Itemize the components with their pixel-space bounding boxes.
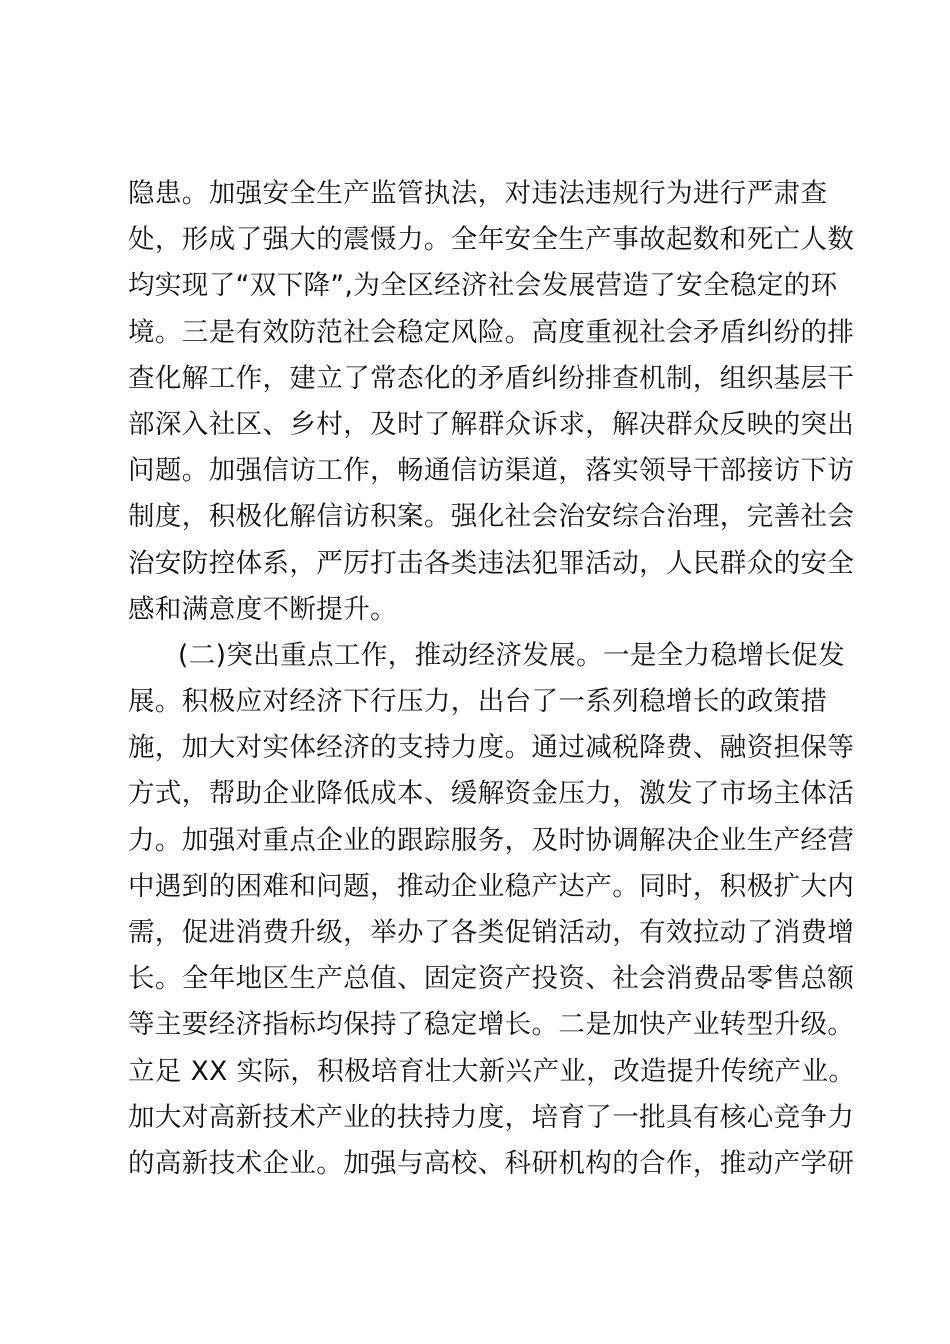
text-line: 隐患。加强安全生产监管执法，对违法违规行为进行严肃查 (128, 178, 828, 209)
text-line: 处，形成了强大的震慑力。全年安全生产事故起数和死亡人数 (128, 224, 855, 256)
text-line: 查化解工作，建立了常态化的矛盾纠纷排查机制，组织基层干 (128, 362, 855, 394)
text-line: 治安防控体系，严厉打击各类违法犯罪活动，人民群众的安全 (128, 547, 855, 579)
text-line: 部深入社区、乡村，及时了解群众诉求，解决群众反映的突出 (128, 408, 855, 440)
text-line: 感和满意度不断提升。 (128, 593, 397, 625)
text-line: 问题。加强信访工作，畅通信访渠道，落实领导干部接访下访 (128, 455, 855, 487)
text-line: 展。积极应对经济下行压力，出台了一系列稳增长的政策措 (128, 686, 828, 718)
text-line: 力。加强对重点企业的跟踪服务，及时协调解决企业生产经营 (128, 824, 855, 856)
text-line: 的高新技术企业。加强与高校、科研机构的合作，推动产学研 (128, 1147, 855, 1179)
text-line: 制度，积极化解信访积案。强化社会治安综合治理，完善社会 (128, 501, 855, 533)
text-line: 境。三是有效防范社会稳定风险。高度重视社会矛盾纠纷的排 (128, 316, 855, 348)
text-line: 长。全年地区生产总值、固定资产投资、社会消费品零售总额 (128, 963, 855, 995)
text-line: 均实现了“双下降”,为全区经济社会发展营造了安全稳定的环 (128, 270, 838, 302)
text-line: 中遇到的困难和问题，推动企业稳产达产。同时，积极扩大内 (128, 870, 855, 902)
text-line: 施，加大对实体经济的支持力度。通过减税降费、融资担保等 (128, 732, 855, 764)
text-line: 需，促进消费升级，举办了各类促销活动，有效拉动了消费增 (128, 917, 855, 948)
body-text (128, 171, 856, 1187)
text-line: 方式，帮助企业降低成本、缓解资金压力，激发了市场主体活 (128, 778, 855, 810)
paragraph-start-line: (二)突出重点工作，推动经济发展。一是全力稳增长促发 (178, 639, 846, 671)
text-line: 加大对高新技术产业的扶持力度，培育了一批具有核心竞争力 (128, 1101, 855, 1133)
text-line: 等主要经济指标均保持了稳定增长。二是加快产业转型升级。 (128, 1009, 855, 1041)
text-line: 立足 XX 实际，积极培育壮大新兴产业，改造提升传统产业。 (128, 1055, 856, 1087)
